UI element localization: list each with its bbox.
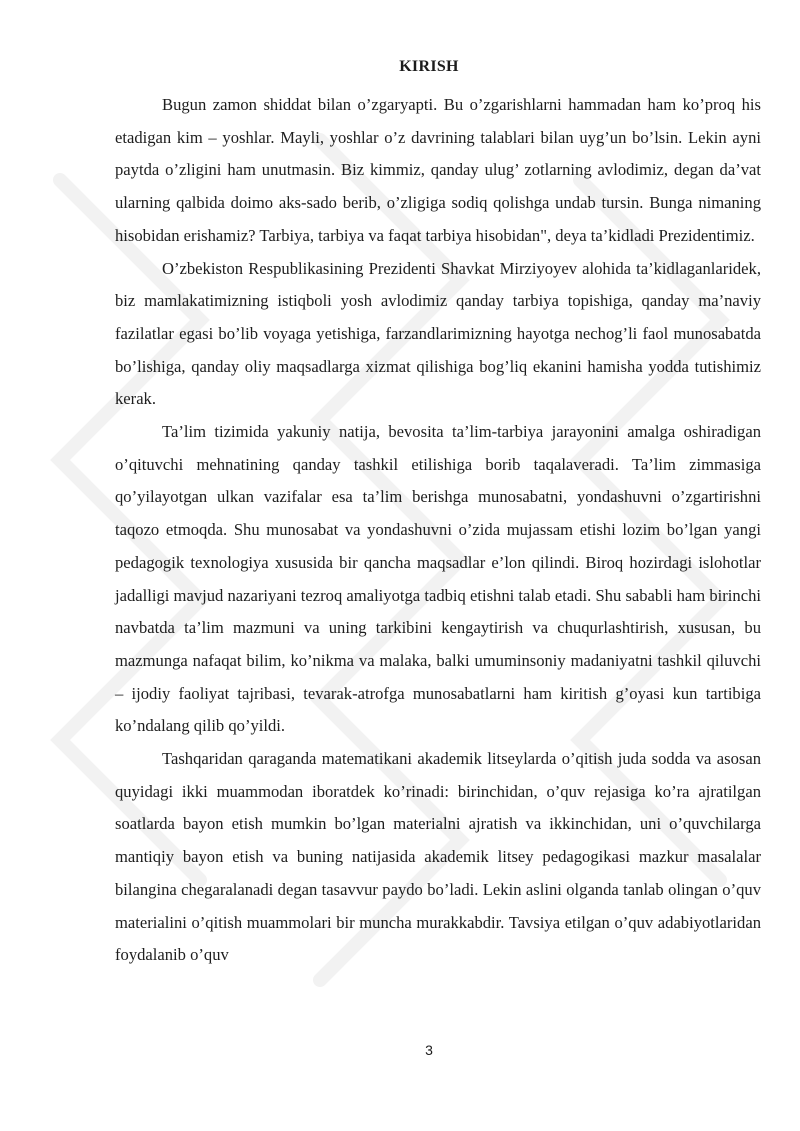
paragraph-3: Ta’lim tizimida yakuniy natija, bevosita ta’lim-tarbiya jarayonini amalga oshiradigan o’qituvchi mehnatining qanday tashkil etilishiga borib taqalaveradi. Ta’lim zimmasiga qo’yilayotgan ulkan vazifalar esa ta’lim berishga munosabatni, yondashuvni o’zgartirishni taqozo etmoqda. Shu munosabat va yondashuvni o’zida mujassam etishi lozim bo’lgan yangi pedagogik texnologiya xususida bir qancha maqsadlar e’lon qilindi. Biroq hozirdagi islohotlar jadalligi mavjud nazariyani tezroq amaliyotga tadbiq etishni talab etadi. Shu sababli ham birinchi navbatda ta’lim mazmuni va uning tarkibini kengaytirish va chuqurlashtirish, xususan, bu mazmunga nafaqat bilim, ko’nikma va malaka, balki umuminsoniy madaniyatni tashkil qiluvchi – ijodiy faoliyat tajribasi, tevarak-atrofga munosabatlarni ham kiritish g’oyasi kun tartibiga ko’ndalang qilib qo’yildi. <box>115 422 761 736</box>
paragraph-2: O’zbekiston Respublikasining Prezidenti Shavkat Mirziyoyev alohida ta’kidlaganlaridek, biz mamlakatimizning istiqboli yosh avlodimiz qanday tarbiya topishiga, qanday ma’naviy fazilatlar egasi bo’lib voyaga yetishiga, farzandlarimizning hayotga nechog’li faol munosabatda bo’lishiga, qanday oliy maqsadlarga xizmat qilishiga bog’liq ekanini hamisha yodda tutishimiz kerak. <box>115 258 761 409</box>
document-heading: KIRISH <box>399 58 459 75</box>
paragraph-1: Bugun zamon shiddat bilan o’zgaryapti. Bu o’zgarishlarni hammadan ham ko’proq his etadigan kim – yoshlar. Mayli, yoshlar o’z davrining talablari bilan uyg’un bo’lsin. Lekin ayni paytda o’zligini ham unutmasin. Biz kimmiz, qanday ulug’ zotlarning avlodimiz, degan da’vat ularning qalbida doimo aks-sado berib, o’zligiga sodiq qolishga undab tursin. Bunga nimaning hisobidan erishamiz? Tarbiya, tarbiya va faqat tarbiya hisobidan", deya ta’kidladi Prezidentimiz. <box>115 95 761 245</box>
document-body <box>115 89 761 972</box>
paragraph-4: Tashqaridan qaraganda matematikani akademik litseylarda o’qitish juda sodda va asosan quyidagi ikki muammodan iboratdek ko’rinadi: birinchidan, o’quv rejasiga ko’ra ajratilgan soatlarda bayon etish mumkin bo’lgan materialni ajratish va ikkinchidan, uni o’quvchilarga mantiqiy bayon etish va buning natijasida akademik litsey pedagogikasi mazkur masalalar bilangina chegaralanadi degan tasavvur paydo bo’ladi. Lekin aslini olganda tanlab olingan o’quv materialini o’qitish muammolari bir muncha murakkabdir. Tavsiya etilgan o’quv adabiyotlaridan foydalanib o’quv <box>115 749 761 965</box>
page-number: 3 <box>425 1042 433 1058</box>
